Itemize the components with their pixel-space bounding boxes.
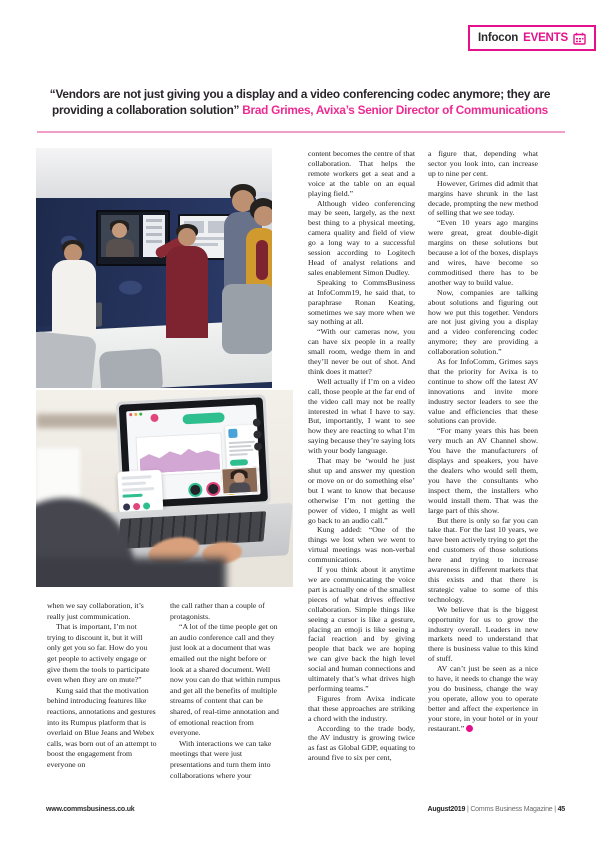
foreground-person-body — [36, 558, 226, 587]
pink-divider — [37, 131, 565, 133]
avatar — [123, 503, 130, 510]
paragraph: According to the trade body, the AV industry is growing twice as fast as Global GDP, equating to around five to six per cent, — [308, 723, 415, 763]
footer-website: www.commsbusiness.co.uk — [46, 806, 135, 813]
paragraph: content becomes the centre of that collaboration. That helps the remote workers get a seat and a voice at the table on an equal playing field.” — [308, 149, 415, 198]
paragraph — [428, 664, 538, 733]
paragraph: If you think about it anytime we are communicating the voice part is actually one of the smallest pieces of what drives effective collaboration. Simple things like seeing a cursor is like a gesture, placing an emoji is like seeing a facial reaction and by giving people that back we are hoping we can give back the high level social and human connections and ultimately that’s what drives high performing teams.” — [308, 565, 415, 693]
footer-magazine: Comms Business Magazine — [470, 806, 553, 813]
paragraph: Although video conferencing may be seen, largely, as the next best thing to a physical meeting, camera quality and field of view go a long way to a successful session according to Logitech Head of analyst relations and sales enablement Simon Dudley. — [308, 198, 415, 277]
paragraph: But there is only so far you can take that. For the last 10 years, we have been actively trying to get the end customers of those solutions here and trying to increase awareness in different markets that this exists and that there is strategic value to some of this technology. — [428, 515, 538, 604]
pull-quote-text: “Vendors are not just giving you a display and a video conferencing codec anymore; they are providing a collaboration solution” — [49, 87, 551, 117]
avatar — [133, 503, 140, 510]
laptop-screen — [116, 394, 272, 512]
paragraph: Figures from Avixa indicate that these approaches are striking a chord with the industry. — [308, 693, 415, 723]
share-screen-button — [182, 412, 224, 424]
man-maroon-shirt — [166, 246, 208, 338]
footer-page-number: 45 — [557, 806, 565, 813]
app-icon — [228, 429, 237, 438]
laptop-videocall-photo — [36, 390, 293, 587]
paragraph: Speaking to CommsBusiness at InfoComm19, he said that, to paraphrase Ronan Keating, sometimes we say more when we say nothing at all. — [308, 277, 415, 327]
webcam-thumbnail — [221, 467, 258, 495]
paragraph: a figure that, depending what sector you look into, can increase up to nine per cent. — [428, 149, 538, 178]
article-column-2 — [170, 601, 282, 781]
floating-buttons — [253, 418, 263, 454]
woman-maroon-top — [256, 240, 268, 280]
events-badge — [468, 25, 596, 51]
office-chair — [222, 284, 272, 354]
paragraph: “A lot of the time people get on an audio conference call and they just look at a document that was emailed out the night before or look at a shared document. Well now you can do that within rumpus and get all the benefits of multiple streams of content that can be shared, of real-time annotation and of emotional reaction from everyone. — [170, 622, 281, 738]
footer-separator: | — [466, 806, 469, 813]
record-icon — [150, 414, 158, 422]
paragraph: Well actually if I’m on a video call, those people at the far end of the video call may not be really interested in what I have to say. But, importantly, I want to see how they are reacting to what I’m saying because they’re saying lots with your body language. — [308, 376, 415, 456]
app-display — [126, 405, 261, 502]
footer-separator: | — [554, 806, 556, 813]
paragraph: Kung said that the motivation behind introducing features like reactions, annotations and gestures into its Rumpus platform that is overlaid on Blue Jeans and Webex calls, was born out of an attempt to boost the engagement from everyone on — [47, 685, 157, 769]
article-column-3 — [308, 149, 415, 763]
article-end-icon — [466, 725, 473, 732]
person-head — [178, 228, 196, 246]
paragraph: “For many years this has been very much an AV Channel show. You have the manufacturers of displays and speakers, you have the dealers who would sell them, you have the consultants who inspect them, the installers who would install them. That was the large part of this show. — [428, 426, 538, 515]
footer-issue: August2019 — [427, 806, 466, 813]
paragraph: That is important, I’m not trying to discount it, but it will only get you so far. How do you get people to actively engage or give them the tools to participate even when they are on mute?” — [47, 622, 150, 685]
paragraph: That may be ‘would he just shut up and answer my question or move on or do something else’ but I want to know that because otherwise I’m not getting the power of video, I might as well go back to an audio call.” — [308, 456, 415, 525]
paragraph-text: AV can’t just be seen as a nice to have, it needs to change the way you do business, change the way you operate, allow you to operate better and affect the experience in your store, in your hotel or in your restaurant.” — [428, 664, 538, 733]
paragraph: the call rather than a couple of protagonists. — [170, 601, 265, 621]
paragraph: As for InfoComm, Grimes says that the priority for Avixa is to continue to show off the latest AV innovations and invite more industry sector leaders to see the value and efficiencies that these solutions can provide. — [428, 357, 538, 426]
pull-quote-attribution: Brad Grimes, Avixa’s Senior Director of Communications — [242, 103, 548, 117]
paragraph: “Even 10 years ago margins were great, great double-digit margins on these solutions but because a lot of the boxes, displays and wires, have become so commoditised there has to be another way to build value. — [428, 218, 538, 287]
window-dots-icon — [129, 412, 144, 416]
footer-issue-info — [428, 806, 565, 813]
paragraph: We believe that is the biggest opportunity for us to grow the industry overall. Leaders in new markets need to understand that there is business value to this kind of stuff. — [428, 604, 538, 664]
office-chair — [36, 331, 97, 388]
meeting-room-photo — [36, 148, 272, 388]
area-chart — [139, 438, 221, 474]
man-white-shirt — [52, 260, 96, 336]
paragraph: However, Grimes did admit that margins have shrunk in the last decade, prompting the new method of selling that we see today. — [428, 178, 538, 218]
paragraph: when we say collaboration, it’s really just communication. — [47, 601, 144, 621]
paragraph: With interactions we can take meetings that were just presentations and turn them into collaborations where your — [170, 738, 272, 780]
avatar — [143, 502, 150, 509]
participants-panel — [117, 470, 163, 514]
article-column-1 — [47, 601, 157, 771]
screen-bezel — [119, 397, 268, 508]
badge-prefix: Infocon — [478, 32, 519, 44]
person-head — [254, 206, 272, 226]
paragraph: Now, companies are talking about solutions and figuring out how we put this together. Vendors are not just giving you a display and a video conferencing codec anymore; they are providing a collaboration solution.” — [428, 287, 538, 357]
calendar-icon — [573, 32, 586, 45]
article-column-4 — [428, 149, 538, 733]
paragraph: “With our cameras now, you can have six people in a really small room, wedge them in and they’ll never be out of shot. And think does it matter? — [308, 327, 415, 376]
badge-label: EVENTS — [523, 32, 568, 44]
pull-quote — [40, 86, 560, 118]
join-button — [230, 459, 248, 466]
office-chair — [99, 348, 164, 388]
paragraph: Kung added: “One of the things we lost when we went to virtual meetings was non-verbal communications. — [308, 525, 415, 565]
